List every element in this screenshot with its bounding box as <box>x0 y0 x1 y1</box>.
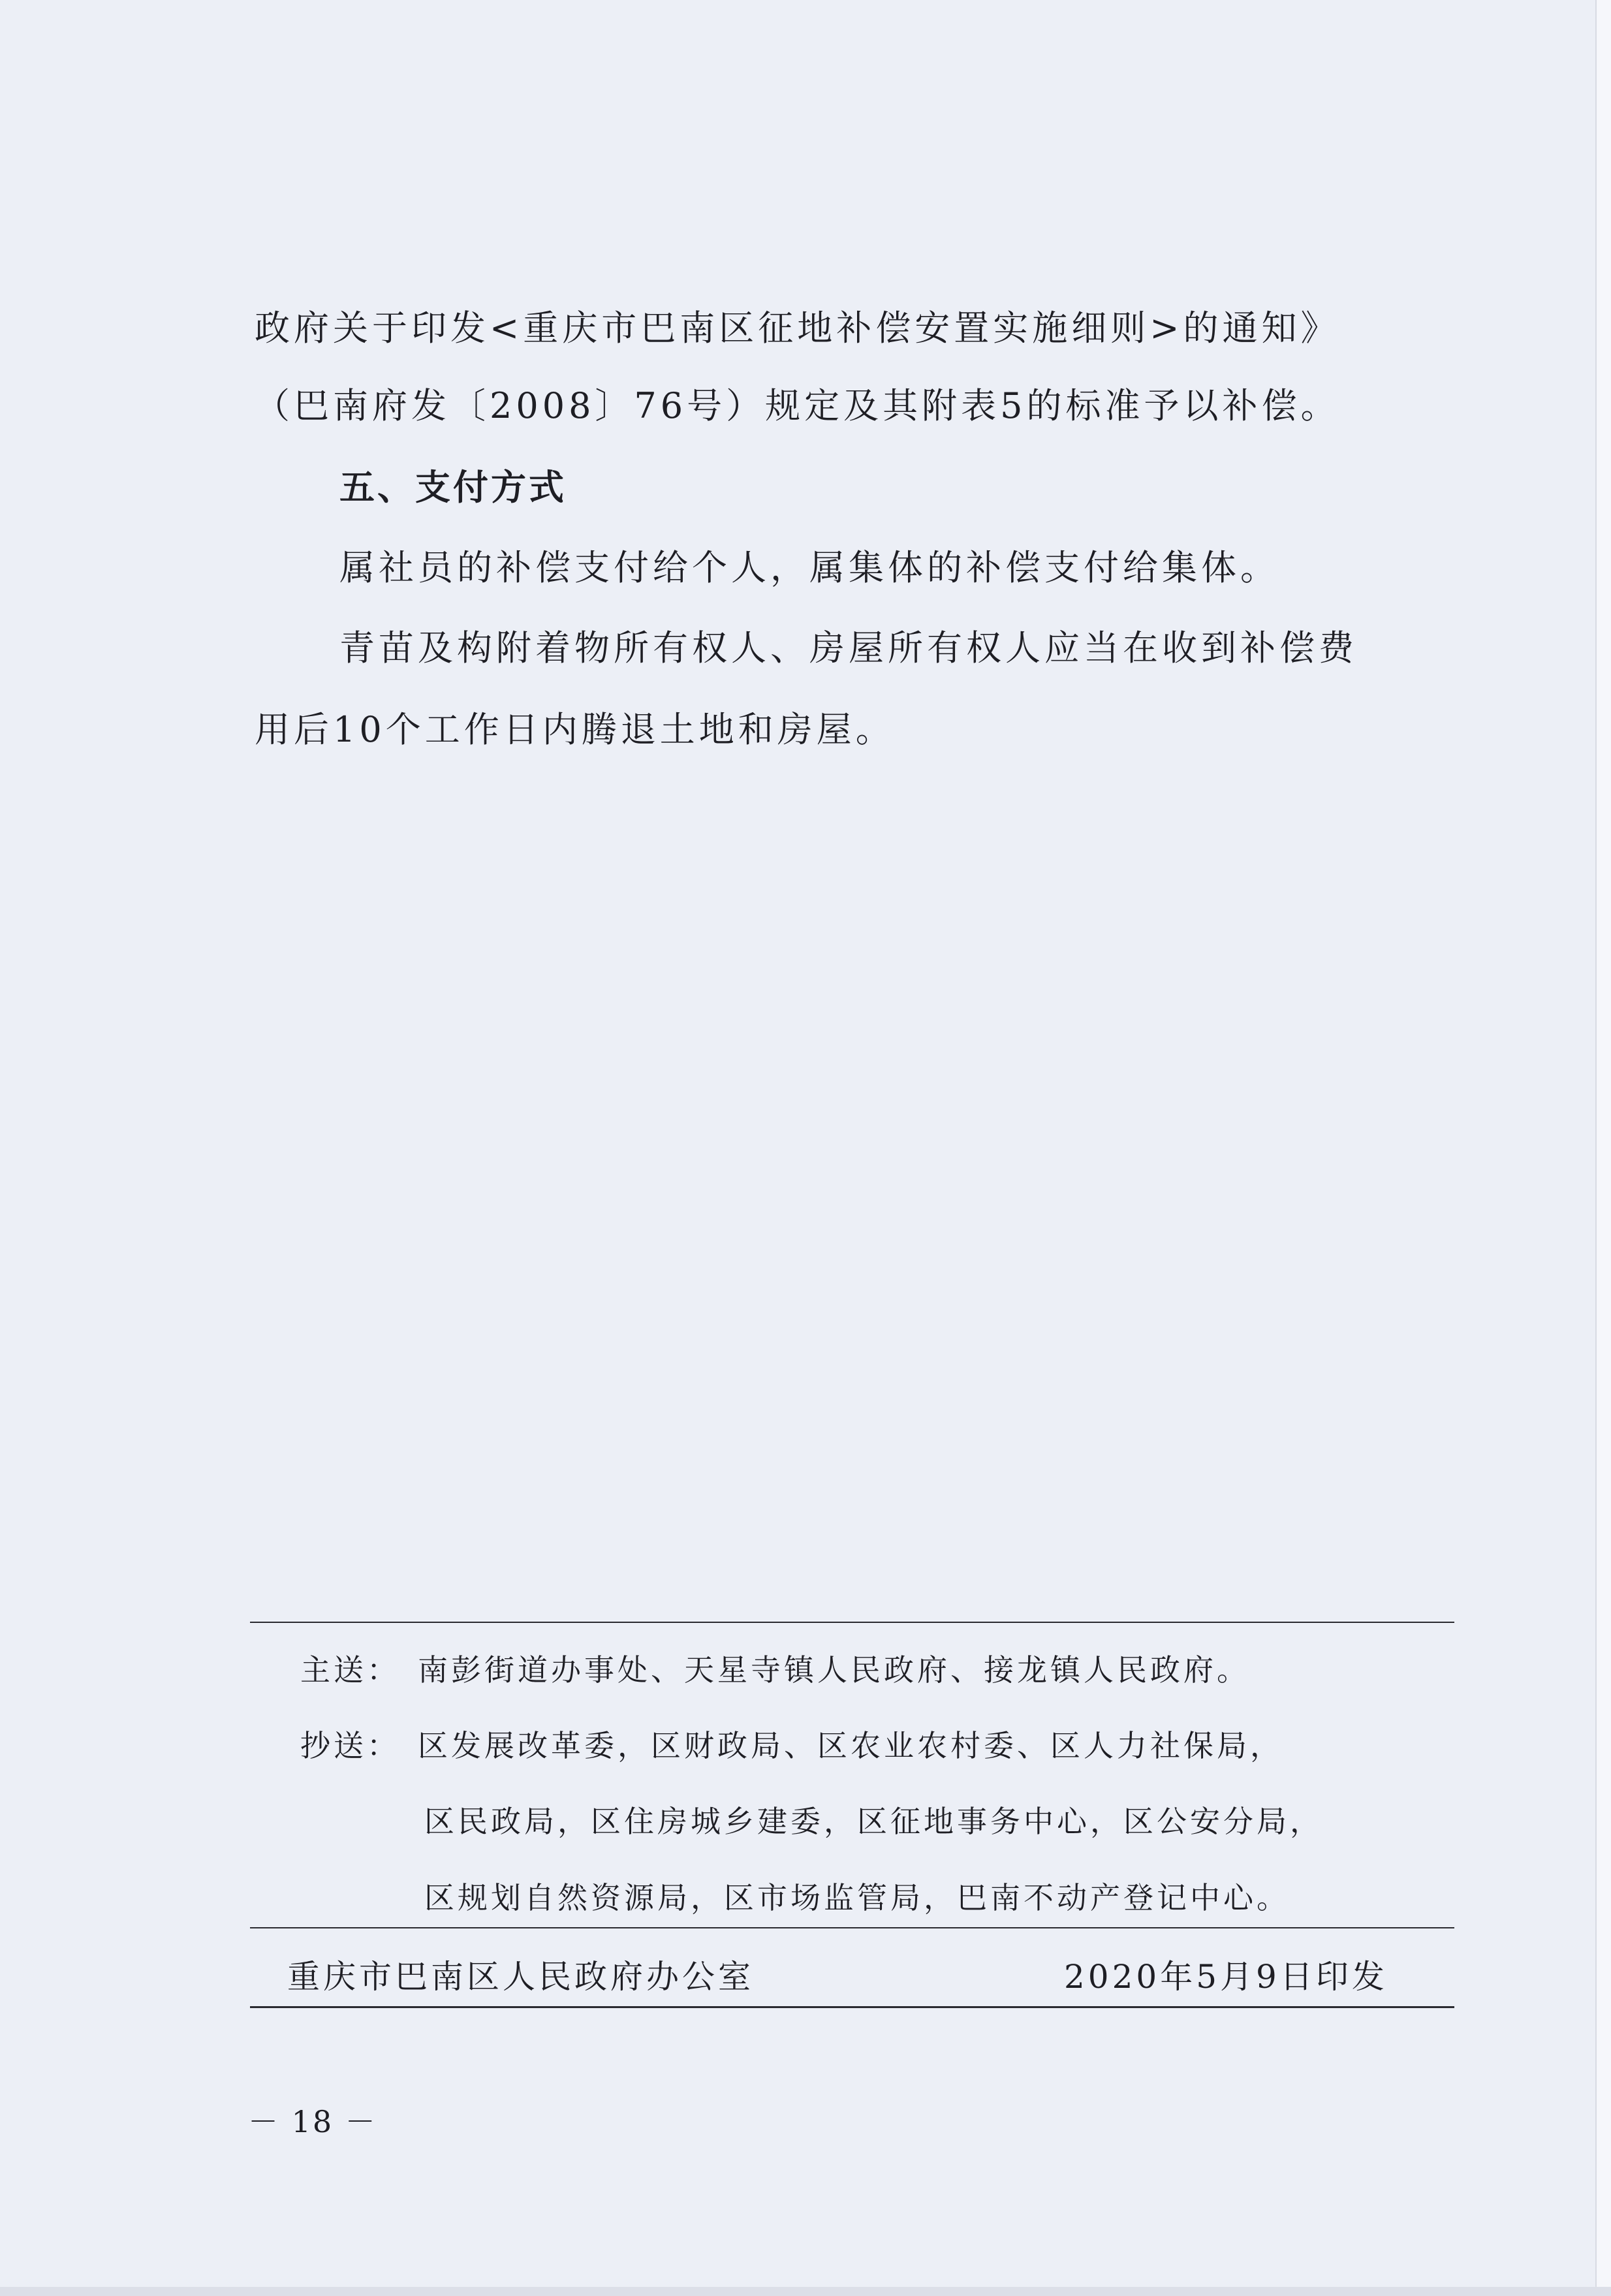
body-paragraph-2-line-1: 青苗及构附着物所有权人、房屋所有权人应当在收到补偿费 <box>339 627 1358 668</box>
body-paragraph-2-line-2: 用后10个工作日内腾退土地和房屋。 <box>255 709 895 750</box>
footer-bottom-rule <box>250 2006 1454 2008</box>
copy-recipients-label: 抄送： <box>300 1728 400 1763</box>
copy-recipients-line-3: 区规划自然资源局，区市场监管局，巴南不动产登记中心。 <box>424 1880 1290 1915</box>
copy-recipients-line-1: 区发展改革委，区财政局、区农业农村委、区人力社保局， <box>418 1728 1283 1763</box>
issue-date: 2020年5月9日印发 <box>1064 1958 1388 1996</box>
copy-recipients-line-2: 区民政局，区住房城乡建委，区征地事务中心，区公安分局， <box>424 1804 1323 1839</box>
page-number: － 18 － <box>248 2104 377 2139</box>
body-paragraph-1: 属社员的补偿支付给个人，属集体的补偿支付给集体。 <box>339 547 1279 588</box>
body-line-2: （巴南府发〔2008〕76号）规定及其附表5的标准予以补偿。 <box>255 385 1340 426</box>
page-edge <box>1595 0 1611 2296</box>
main-recipients-label: 主送： <box>300 1652 400 1688</box>
distribution-top-rule <box>250 1622 1454 1623</box>
page-bottom-edge <box>0 2287 1611 2296</box>
body-line-1: 政府关于印发<重庆市巴南区征地补偿安置实施细则>的通知》 <box>255 307 1340 349</box>
section-heading: 五、支付方式 <box>339 467 567 508</box>
main-recipients: 南彭街道办事处、天星寺镇人民政府、接龙镇人民政府。 <box>418 1652 1250 1688</box>
issuing-office: 重庆市巴南区人民政府办公室 <box>287 1958 754 1996</box>
distribution-middle-rule <box>250 1927 1454 1928</box>
